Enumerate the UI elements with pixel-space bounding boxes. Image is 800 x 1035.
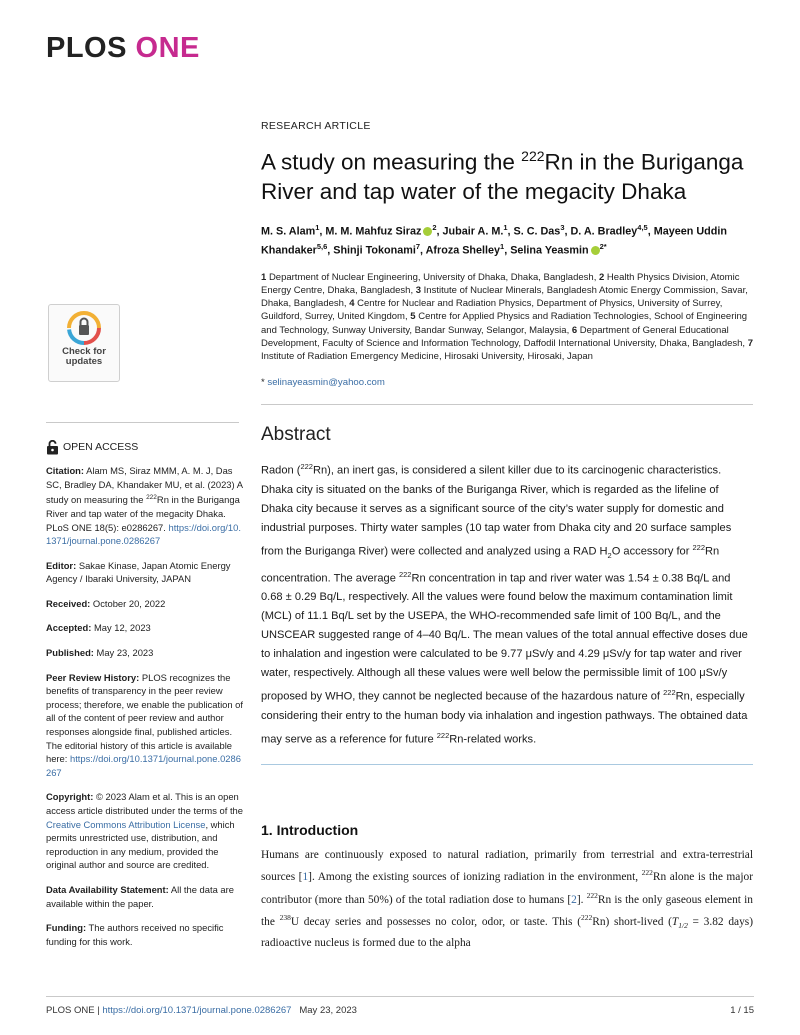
affiliation-number: 4 <box>349 298 355 310</box>
data-availability-text: All the data are available within the paper. <box>46 883 234 909</box>
check-for-updates-label <box>62 347 106 367</box>
received-label: Received: <box>46 597 91 609</box>
footer-date: May 23, 2023 <box>299 1005 357 1016</box>
intro-seg: U decay series and possesses no color, odor, or taste. This ( <box>290 915 581 928</box>
abstract-sup: 222 <box>300 462 313 472</box>
intro-sup: 238 <box>279 913 291 923</box>
author-separator: , <box>647 225 654 238</box>
affiliation-text: Department of General Educational Development, Faculty of Science and Information Technology, Daffodil International University, Dhaka, Bangladesh, <box>261 324 746 349</box>
intro-seg: Humans are continuously exposed to natural radiation, primarily from terrestrial and extra-terrestrial sources [ <box>261 848 753 884</box>
abstract-sup: 222 <box>663 688 676 698</box>
logo-one: ONE <box>135 32 200 64</box>
published-block <box>46 646 246 660</box>
title-part-a: A study on measuring the <box>261 149 522 175</box>
author-affiliation-sup: 1 <box>503 222 508 232</box>
author-name: Shinji Tokonami <box>333 244 416 257</box>
open-lock-icon <box>46 440 59 455</box>
intro-seg: = 3.82 days) radioactive nucleus is formed due to the alpha <box>261 915 753 949</box>
citation-sup: 222 <box>146 494 157 502</box>
intro-seg: Rn is the only gaseous element in the <box>261 893 753 928</box>
funding-text: The authors received no specific funding for this work. <box>46 922 224 947</box>
orcid-icon[interactable] <box>423 227 432 236</box>
citation-block <box>46 464 246 548</box>
header-divider <box>261 404 753 405</box>
editor-block <box>46 559 246 586</box>
peer-review-block <box>46 671 246 780</box>
abstract-sup: 222 <box>398 569 412 579</box>
author-affiliation-sup: 2 <box>432 222 437 232</box>
received-date: October 20, 2022 <box>92 597 166 609</box>
author-name: Afroza Shelley <box>425 244 501 257</box>
abstract-seg: Rn concentration in tap and river water was 1.54 ± 0.38 Bq/L and 0.68 ± 0.29 Bq/L, respectively. All the values were found below the maximum contamination limit (MCL) of 11.1 Bq/L set by the USEPA, the WHO-recommended safe limit of 100 Bq/L, and the UNSCEAR suggested range of 4–40 Bq/L. The mean values of the total annual effective doses due to inhalation and ingestion were calculated to be 9.77 μSv/y and 4.29 μSv/y for tap water and river water, respectively. Although all these values were well below the permissible limit of 100 μSv/y proposed by WHO, they cannot be neglected because of the hazardous nature of <box>261 572 748 704</box>
abstract-seg: Rn concentration. The average <box>261 545 720 585</box>
data-availability-block <box>46 883 246 910</box>
affiliations <box>261 271 753 363</box>
abstract-sub: 2 <box>607 550 612 560</box>
article-main-column <box>261 120 753 952</box>
article-type: RESEARCH ARTICLE <box>261 120 371 132</box>
author-separator: , <box>436 225 443 238</box>
author-name: M. S. Alam <box>261 225 316 238</box>
author-affiliation-sup: 1 <box>315 222 320 232</box>
author-name: Selina Yeasmin <box>510 244 589 257</box>
published-label: Published: <box>46 647 94 659</box>
abstract-seg: Rn, especially considering their entry to the human body via inhalation and ingestion pathways. The obtained data may serve as a reference for future <box>261 691 748 746</box>
intro-seg: ]. Among the existing sources of ionizing radiation in the environment, <box>308 871 642 884</box>
author-affiliation-sup: 4,5 <box>637 222 648 232</box>
footer-doi-link[interactable]: https://doi.org/10.1371/journal.pone.0286267 <box>102 1005 292 1016</box>
accepted-block <box>46 621 246 635</box>
author-name: Jubair A. M. <box>442 225 504 238</box>
corresponding-author <box>261 377 753 388</box>
author-affiliation-sup: 7 <box>415 242 421 252</box>
author-separator: , <box>507 225 514 238</box>
published-date: May 23, 2023 <box>96 647 154 659</box>
citation-doi-link[interactable]: https://doi.org/10.1371/journal.pone.0286267 <box>46 521 241 547</box>
reference-link-2[interactable]: 2 <box>571 893 577 906</box>
affiliation-text: Department of Nuclear Engineering, University of Dhaka, Dhaka, Bangladesh, <box>268 271 597 283</box>
footer-separator: | <box>94 1005 103 1016</box>
corresponding-email-link[interactable]: selinayeasmin@yahoo.com <box>267 377 385 389</box>
affiliation-number: 1 <box>261 271 267 283</box>
reference-link-1[interactable]: 1 <box>302 871 309 884</box>
editor-label: Editor: <box>46 559 77 571</box>
affiliation-number: 5 <box>410 311 416 323</box>
abstract-divider <box>261 764 753 765</box>
article-title <box>261 142 753 206</box>
title-part-b: Rn in the Buriganga River and tap water of the megacity Dhaka <box>261 149 744 204</box>
affiliation-number: 2 <box>598 271 605 283</box>
citation-text-a: Alam MS, Siraz MMM, A. M. J, Das SC, Bradley DA, Khandaker MU, et al. (2023) A study on measuring the <box>46 465 243 506</box>
affiliation-text: Health Physics Division, Atomic Energy Centre, Dhaka, Bangladesh, <box>261 271 740 296</box>
citation-text-b: Rn in the Buriganga River and tap water of the megacity Dhaka. PLoS ONE 18(5): e0286267. <box>46 494 240 533</box>
author-list <box>261 220 753 259</box>
affiliation-text: Centre for Nuclear and Radiation Physics, Department of Physics, University of Surrey, Guildford, Surrey, United Kingdom, <box>261 298 723 323</box>
check-updates-line1: Check for <box>62 346 106 357</box>
logo-plos: PLOS <box>46 32 127 64</box>
intro-seg: Rn) short-lived ( <box>592 915 672 928</box>
funding-label: Funding: <box>46 922 87 934</box>
article-metadata-sidebar <box>46 440 246 959</box>
peer-review-text: PLOS recognizes the benefits of transparency in the peer review process; therefore, we enable the publication of all of the content of peer review and author responses alongside final, published articles. The editorial history of this article is available here: <box>46 671 243 765</box>
peer-review-label: Peer Review History: <box>46 671 140 683</box>
author-affiliation-sup: 1 <box>500 242 505 252</box>
introduction-text <box>261 847 753 953</box>
abstract-seg: Rn-related works. <box>449 733 537 746</box>
copyright-label: Copyright: <box>46 791 94 803</box>
author-name: Mayeen Uddin Khandaker <box>261 225 727 257</box>
affiliation-text: Institute of Nuclear Minerals, Bangladesh Atomic Energy Commission, Savar, Dhaka, Bangladesh, <box>261 284 748 310</box>
data-availability-label: Data Availability Statement: <box>46 883 169 895</box>
affiliation-text: Centre for Applied Physics and Radiation Technologies, School of Engineering and Technology, Sunway University, Bandar Sunway, Selangor, Malaysia, <box>261 311 748 336</box>
footer-divider <box>46 996 754 997</box>
affiliation-number: 3 <box>415 284 422 296</box>
check-updates-line2: updates <box>65 356 103 367</box>
abstract-seg: Rn), an inert gas, is considered a silent killer due to its carcinogenic characteristics. Dhaka city is situated on the banks of the Buriganga River, which is regarded as the lifeline of Dhaka city because it serves as a significant source of the city’s water supply for domestic and industrial purposes. Thirty water samples (10 tap water from Dhaka city and 20 surface samples from the Buriganga River) were collected and analyzed using a RAD H <box>261 464 732 558</box>
author-separator: , <box>564 225 571 238</box>
copyright-block <box>46 790 246 872</box>
author-name: M. M. Mahfuz Siraz <box>325 225 422 238</box>
peer-review-link[interactable]: https://doi.org/10.1371/journal.pone.0286267 <box>46 753 241 778</box>
affiliation-number: 6 <box>571 324 578 336</box>
author-separator: , <box>319 225 326 238</box>
abstract-sup: 222 <box>692 542 705 552</box>
title-sup: 222 <box>521 148 545 164</box>
author-affiliation-sup: 3 <box>560 222 565 232</box>
editor-text: Sakae Kinase, Japan Atomic Energy Agency / Ibaraki University, JAPAN <box>46 559 231 585</box>
author-separator: , <box>504 244 511 257</box>
journal-logo <box>46 32 200 65</box>
abstract-sup: 222 <box>436 731 450 741</box>
abstract-heading: Abstract <box>261 424 331 446</box>
affiliation-text: Institute of Radiation Emergency Medicine, Hirosaki University, Hirosaki, Japan <box>261 350 593 362</box>
footer-journal: PLOS ONE <box>46 1005 95 1016</box>
intro-sup: 222 <box>586 890 598 900</box>
intro-seg: Rn alone is the major contributor (more than 50%) of the total radiation dose to humans [ <box>261 871 753 906</box>
page-footer <box>46 1005 754 1016</box>
open-access-label <box>46 440 246 455</box>
accepted-label: Accepted: <box>46 622 92 634</box>
author-name: S. C. Das <box>513 225 561 238</box>
abstract-seg: O accessory for <box>611 545 693 558</box>
sidebar-divider <box>46 422 239 423</box>
copyright-text-b: , which permits unrestricted use, distribution, and reproduction in any medium, provided the original author and source are credited. <box>46 818 235 871</box>
page-number: 1 / 15 <box>730 1005 754 1016</box>
affiliation-number: 7 <box>747 337 754 349</box>
author-separator: , <box>420 244 426 257</box>
author-affiliation-sup: 2* <box>599 242 607 252</box>
intro-sup: 222 <box>581 913 593 923</box>
citation-label: Citation: <box>46 465 85 476</box>
abstract-text <box>261 457 753 750</box>
received-block <box>46 597 246 611</box>
half-life-symbol: T <box>671 915 679 928</box>
check-updates-icon <box>67 311 101 345</box>
copyright-text-a: © 2023 Alam et al. This is an open access article distributed under the terms of the <box>46 791 243 816</box>
author-affiliation-sup: 5,6 <box>316 242 328 252</box>
section-heading-introduction: 1. Introduction <box>261 821 359 838</box>
author-name: D. A. Bradley <box>570 225 638 238</box>
intro-seg: ]. <box>576 893 587 906</box>
author-separator: , <box>327 244 334 257</box>
abstract-seg: Radon ( <box>261 464 301 477</box>
corresponding-star: * <box>261 377 265 389</box>
funding-block <box>46 921 246 948</box>
half-life-subscript: 1/2 <box>678 921 688 931</box>
check-for-updates-badge[interactable] <box>48 304 120 382</box>
license-link[interactable]: Creative Commons Attribution License <box>46 818 206 830</box>
open-access-text: OPEN ACCESS <box>63 440 139 453</box>
intro-sup: 222 <box>641 868 653 878</box>
accepted-date: May 12, 2023 <box>93 622 151 634</box>
orcid-icon[interactable] <box>591 246 600 255</box>
